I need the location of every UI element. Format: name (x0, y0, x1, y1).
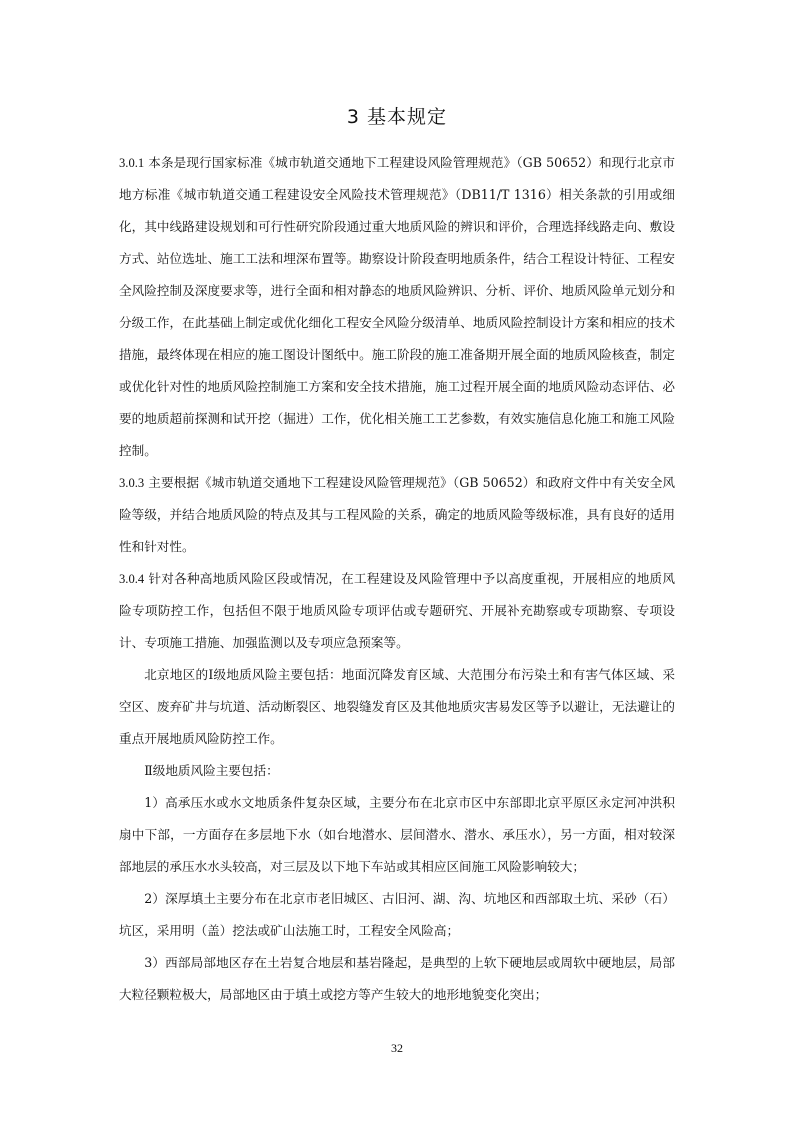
clause-3-0-4 (119, 563, 675, 659)
clause-text: 针对各种高地质风险区段或情况，在工程建设及风险管理中予以高度重视，开展相应的地质风险专项防控工作，包括但不限于地质风险专项评估或专题研究、开展补充勘察或专项勘察、专项设计、专项施工措施、加强监测以及专项应急预案等。 (119, 571, 675, 650)
clause-number: 3.0.1 (119, 156, 145, 170)
list-item-2: 2）深厚填土主要分布在北京市老旧城区、古旧河、湖、沟、坑地区和西部取土坑、采砂（石）坑区，采用明（盖）挖法或矿山法施工时，工程安全风险高； (119, 891, 675, 938)
clause-number: 3.0.3 (119, 476, 145, 490)
page-number: 32 (391, 1041, 403, 1055)
clause-number: 3.0.4 (119, 572, 145, 586)
paragraph-level-2-intro: Ⅱ级地质风险主要包括： (144, 763, 279, 778)
clause-text: 本条是现行国家标准《城市轨道交通地下工程建设风险管理规范》（GB 50652）和现行北京市地方标准《城市轨道交通工程建设安全风险技术管理规范》（DB11/T 1316）相关条款的引用或细化，其中线路建设规划和可行性研究阶段通过重大地质风险的辨识和评价，合理选择线路走向、敷设方式、站位选址、施工工法和埋深布置等。勘察设计阶段查明地质条件，结合工程设计特征、工程安全风险控制及深度要求等，进行全面和相对静态的地质风险辨识、分析、评价、地质风险单元划分和分级工作，在此基础上制定或优化细化工程安全风险分级清单、地质风险控制设计方案和相应的技术措施，最终体现在相应的施工图设计图纸中。施工阶段的施工准备期开展全面的地质风险核查，制定或优化针对性的地质风险控制施工方案和安全技术措施，施工过程开展全面的地质风险动态评估、必要的地质超前探测和试开挖（掘进）工作，优化相关施工工艺参数，有效实施信息化施工和施工风险控制。 (119, 155, 675, 458)
clause-text: 主要根据《城市轨道交通地下工程建设风险管理规范》（GB 50652）和政府文件中有关安全风险等级，并结合地质风险的特点及其与工程风险的关系，确定的地质风险等级标准，具有良好的适用性和针对性。 (119, 475, 675, 554)
body-text (119, 147, 675, 1011)
clause-3-0-1 (119, 147, 675, 467)
list-item-3: 3）西部局部地区存在土岩复合地层和基岩隆起，是典型的上软下硬地层或周软中硬地层，局部大粒径颗粒极大，局部地区由于填土或挖方等产生较大的地形地貌变化突出； (119, 955, 675, 1002)
list-item-1: 1）高承压水或水文地质条件复杂区域，主要分布在北京市区中东部即北京平原区永定河冲洪积扇中下部，一方面存在多层地下水（如台地潜水、层间潜水、潜水、承压水），另一方面，相对较深部地层的承压水水头较高，对三层及以下地下车站或其相应区间施工风险影响较大； (119, 795, 675, 874)
paragraph-level-1-risks: 北京地区的Ⅰ级地质风险主要包括：地面沉降发育区域、大范围分布污染土和有害气体区域、采空区、废弃矿井与坑道、活动断裂区、地裂缝发育区及其他地质灾害易发区等予以避让，无法避让的重点开展地质风险防控工作。 (119, 667, 675, 746)
chapter-title: 3 基本规定 (346, 106, 448, 128)
clause-3-0-3 (119, 467, 675, 563)
